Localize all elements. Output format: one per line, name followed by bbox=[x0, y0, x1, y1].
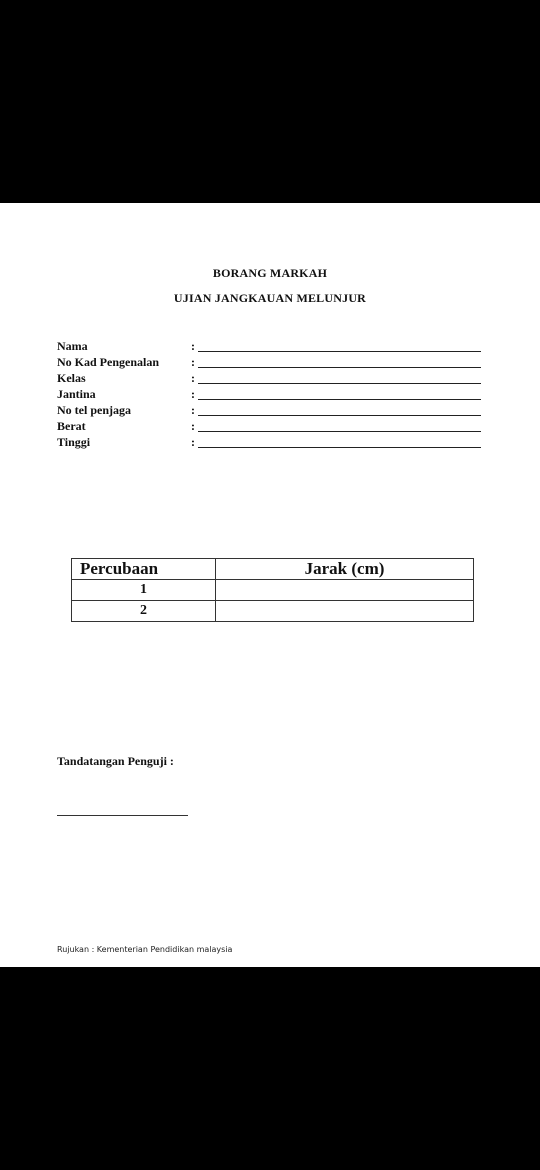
field-label: No Kad Pengenalan bbox=[57, 355, 160, 369]
form-title: BORANG MARKAH bbox=[212, 266, 328, 280]
trial-number: 2 bbox=[72, 601, 216, 622]
field-label: Nama bbox=[57, 339, 88, 353]
field-blank-line bbox=[198, 367, 481, 368]
header-percubaan: Percubaan bbox=[72, 559, 216, 580]
field-label: No tel penjaga bbox=[57, 403, 131, 417]
field-blank-line bbox=[198, 431, 481, 432]
form-subtitle: UJIAN JANGKAUAN MELUNJUR bbox=[173, 291, 367, 305]
field-label: Berat bbox=[57, 419, 86, 433]
score-table bbox=[71, 558, 474, 622]
field-blank-line bbox=[198, 383, 481, 384]
signature-label: Tandatangan Penguji : bbox=[57, 754, 174, 768]
field-no-tel-penjaga bbox=[57, 403, 487, 419]
field-colon: : bbox=[191, 403, 195, 417]
field-colon: : bbox=[191, 355, 195, 369]
distance-cell bbox=[216, 601, 474, 622]
table-header-row bbox=[72, 559, 474, 580]
field-blank-line bbox=[198, 399, 481, 400]
field-nama bbox=[57, 339, 487, 355]
field-jantina bbox=[57, 387, 487, 403]
reference-note: Rujukan : Kementerian Pendidikan malaysia bbox=[57, 945, 233, 954]
field-colon: : bbox=[191, 339, 195, 353]
signature-line bbox=[57, 815, 188, 816]
score-form-document bbox=[0, 203, 540, 967]
field-blank-line bbox=[198, 415, 481, 416]
table-row bbox=[72, 601, 474, 622]
header-jarak: Jarak (cm) bbox=[216, 559, 474, 580]
field-tinggi bbox=[57, 435, 487, 451]
field-blank-line bbox=[198, 447, 481, 448]
table-row bbox=[72, 580, 474, 601]
field-blank-line bbox=[198, 351, 481, 352]
field-colon: : bbox=[191, 387, 195, 401]
field-kelas bbox=[57, 371, 487, 387]
field-colon: : bbox=[191, 435, 195, 449]
field-colon: : bbox=[191, 371, 195, 385]
trial-number: 1 bbox=[72, 580, 216, 601]
field-berat bbox=[57, 419, 487, 435]
field-colon: : bbox=[191, 419, 195, 433]
field-label: Jantina bbox=[57, 387, 96, 401]
distance-cell bbox=[216, 580, 474, 601]
field-label: Tinggi bbox=[57, 435, 91, 449]
field-label: Kelas bbox=[57, 371, 86, 385]
field-no-kad-pengenalan bbox=[57, 355, 487, 371]
